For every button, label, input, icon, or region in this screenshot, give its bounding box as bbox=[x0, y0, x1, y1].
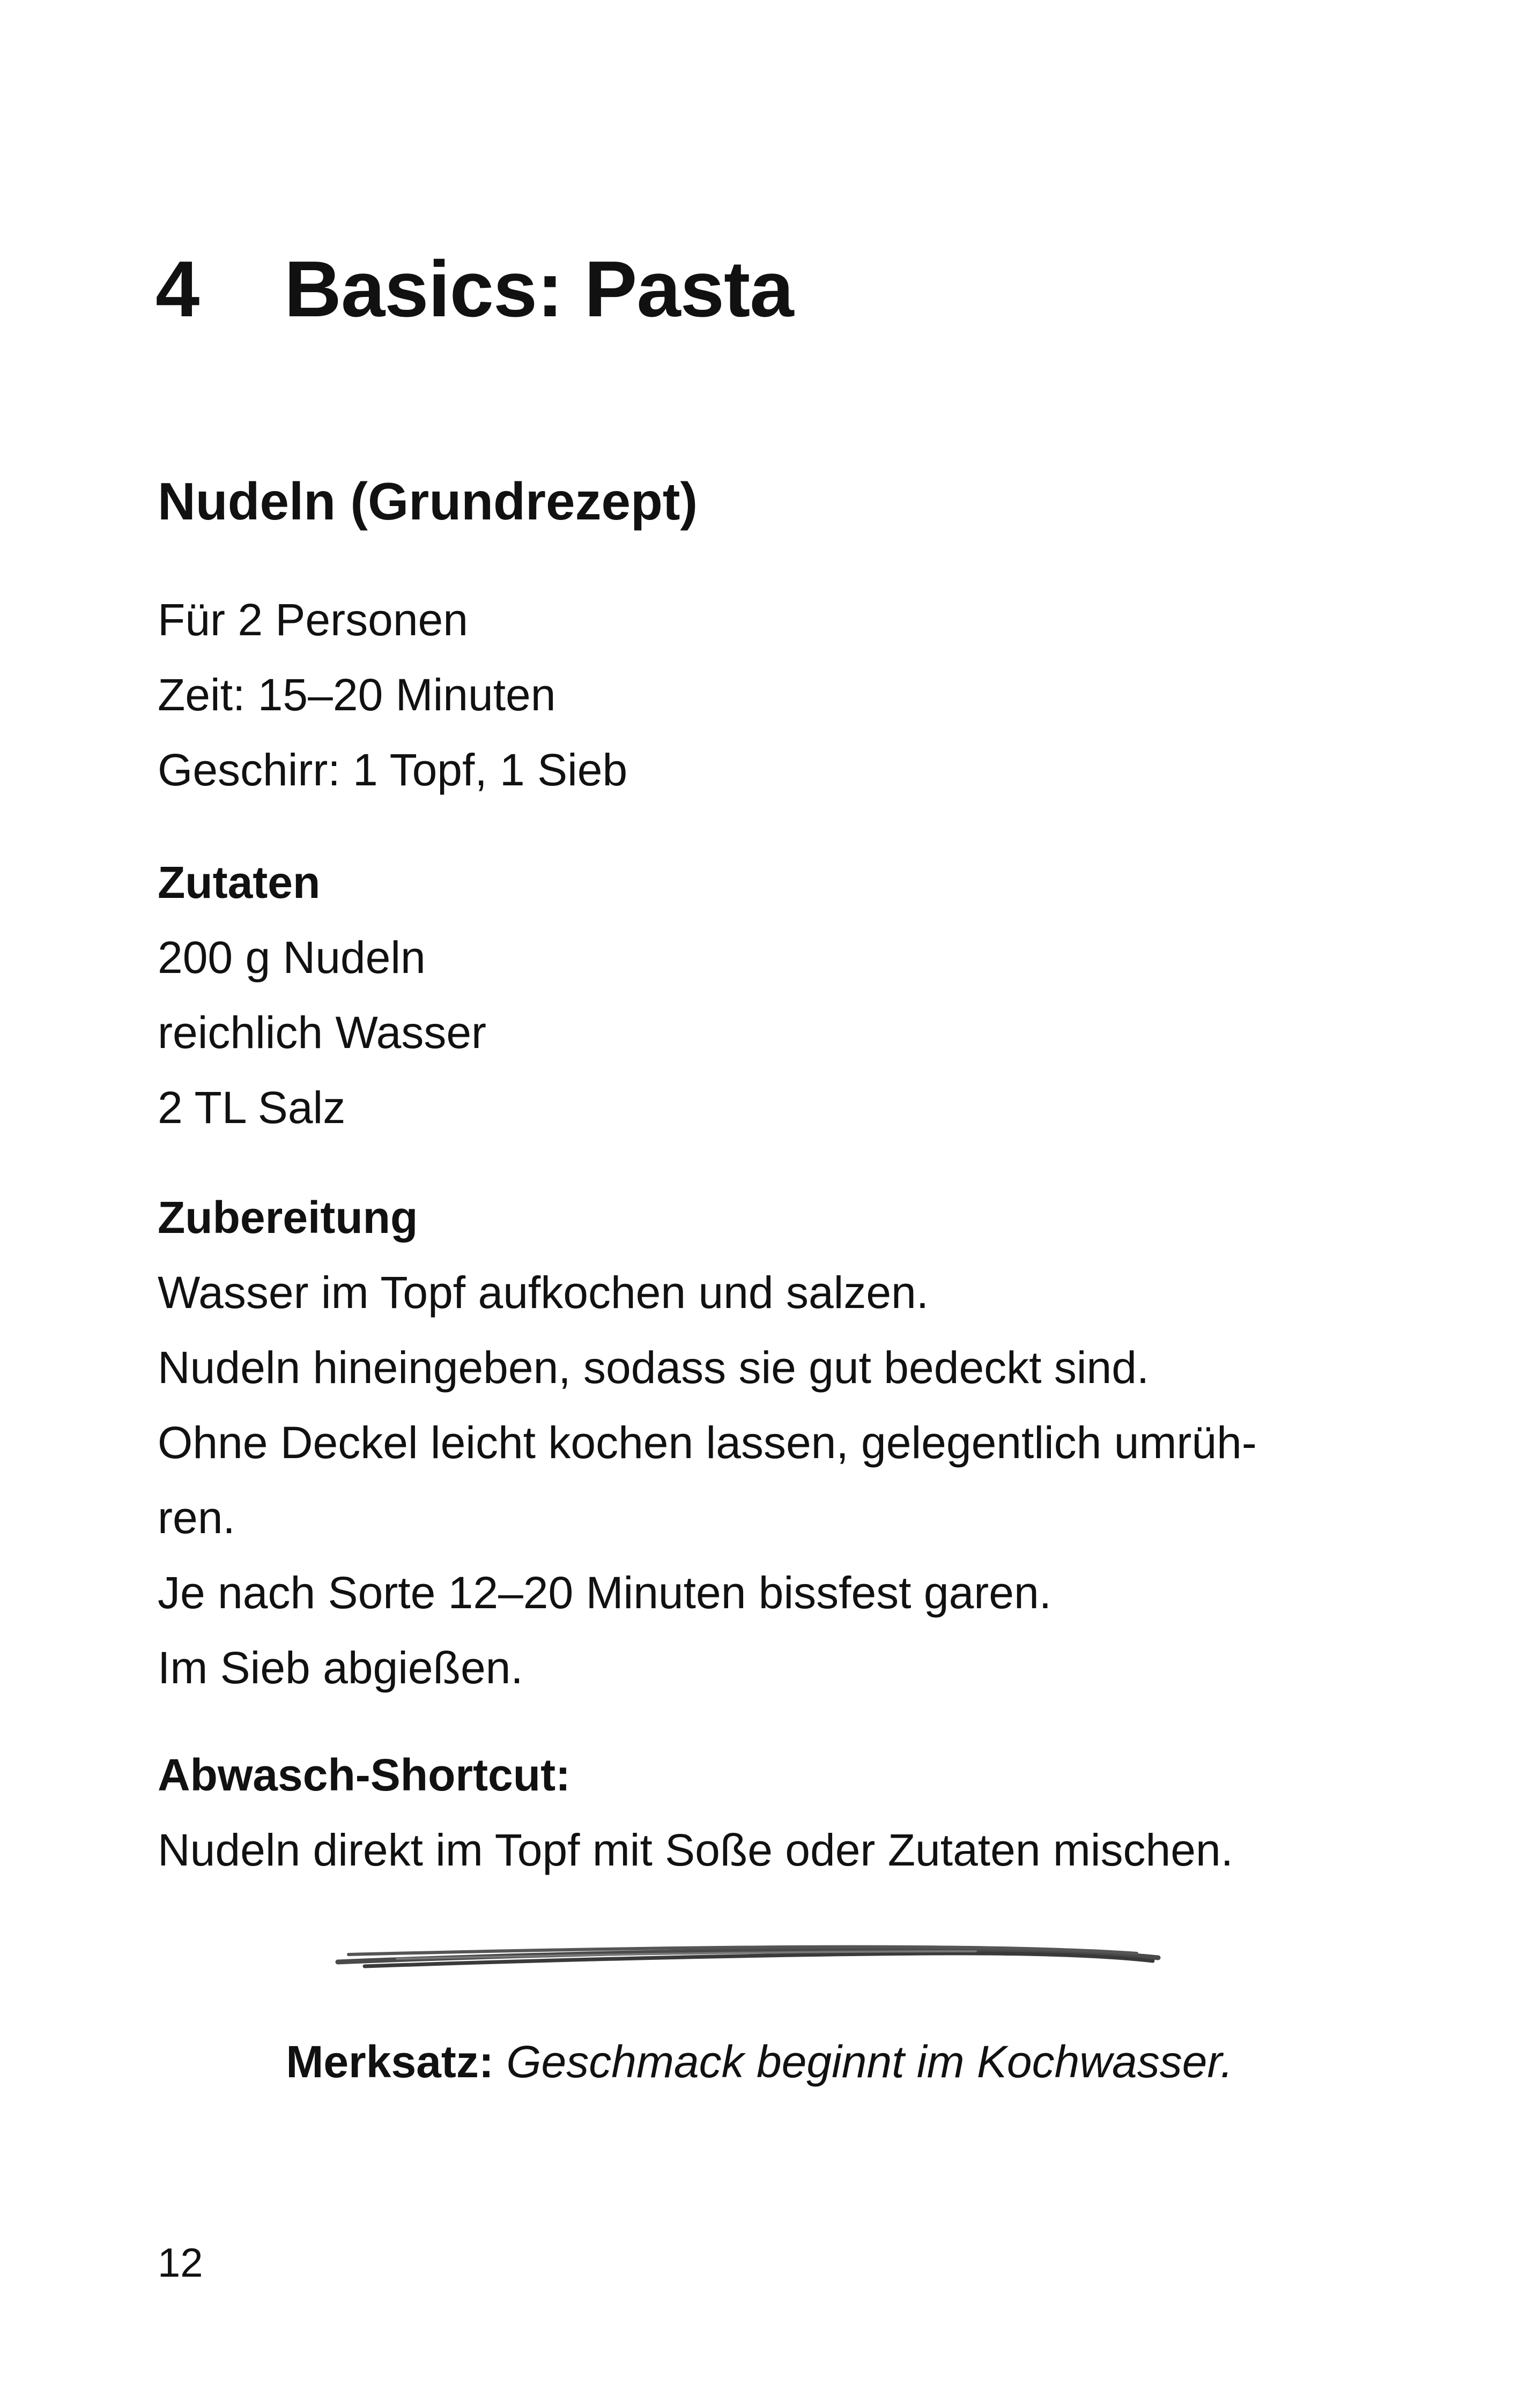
chapter-title-text: Basics: Pasta bbox=[284, 245, 794, 333]
ingredient-item: 200 g Nudeln bbox=[158, 932, 426, 983]
preparation-line: Wasser im Topf aufkochen und salzen. bbox=[158, 1267, 929, 1318]
chapter-title bbox=[155, 236, 794, 343]
recipe-title: Nudeln (Grundrezept) bbox=[158, 472, 698, 531]
equipment-line: Geschirr: 1 Topf, 1 Sieb bbox=[158, 745, 628, 795]
motto bbox=[0, 2032, 1519, 2092]
ingredient-item: reichlich Wasser bbox=[158, 1007, 487, 1058]
preparation-line: Je nach Sorte 12–20 Minuten bissfest garen. bbox=[158, 1567, 1052, 1618]
time-line: Zeit: 15–20 Minuten bbox=[158, 670, 556, 720]
preparation-line: Nudeln hineingeben, sodass sie gut bedeckt sind. bbox=[158, 1342, 1150, 1393]
shortcut-text: Nudeln direkt im Topf mit Soße oder Zutaten mischen. bbox=[158, 1825, 1234, 1875]
preparation-line: Ohne Deckel leicht kochen lassen, gelegentlich umrüh- bbox=[158, 1417, 1257, 1468]
servings-line: Für 2 Personen bbox=[158, 594, 468, 645]
chapter-number: 4 bbox=[155, 245, 199, 333]
page-number: 12 bbox=[158, 2240, 203, 2286]
motto-label: Merksatz: bbox=[286, 2037, 494, 2087]
preparation-heading: Zubereitung bbox=[158, 1192, 418, 1243]
preparation-line: Im Sieb abgießen. bbox=[158, 1643, 523, 1693]
ingredient-item: 2 TL Salz bbox=[158, 1082, 346, 1133]
shortcut-heading: Abwasch-Shortcut: bbox=[158, 1750, 571, 1800]
brush-stroke-divider bbox=[332, 1941, 1164, 1973]
ingredients-heading: Zutaten bbox=[158, 857, 321, 908]
preparation-line: ren. bbox=[158, 1492, 235, 1543]
motto-text: Geschmack beginnt im Kochwasser. bbox=[506, 2037, 1233, 2087]
